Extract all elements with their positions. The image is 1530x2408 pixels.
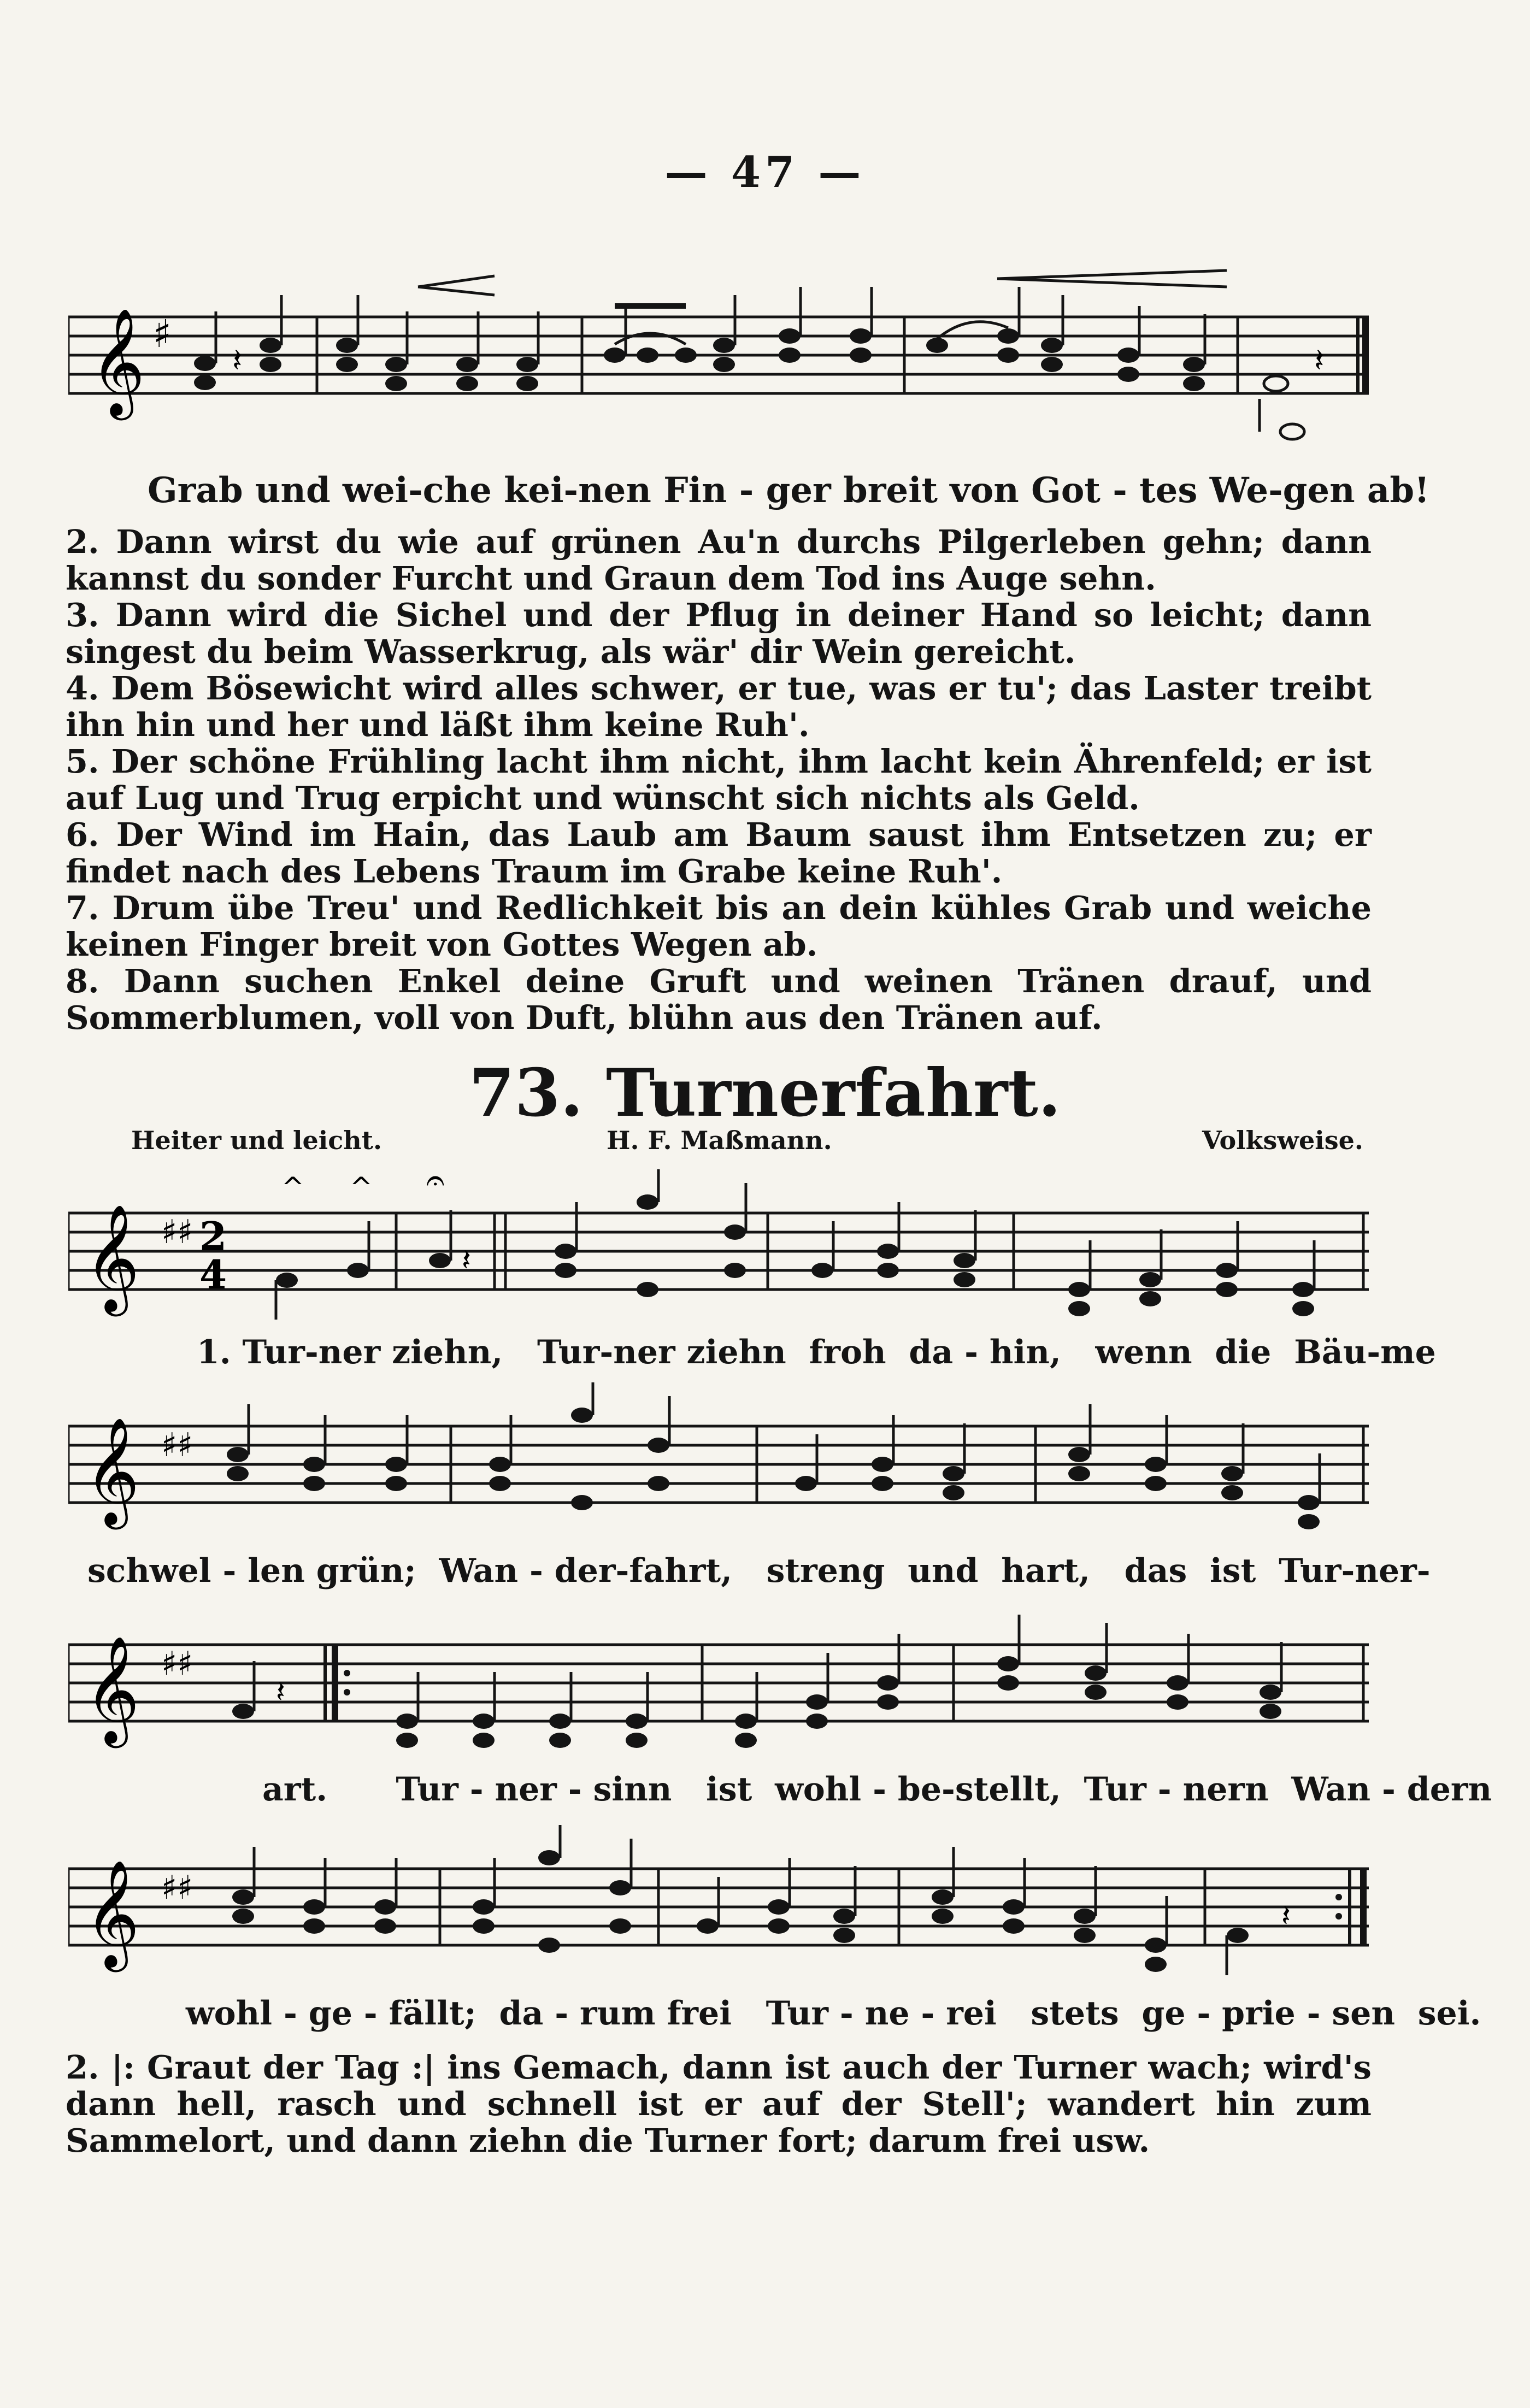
svg-text:♯: ♯ — [153, 311, 172, 356]
verse-5: 5. Der schöne Frühling lacht ihm nicht, ihm lacht kein Ährenfeld; er ist auf Lug und Trug erpicht und wünscht sich nichts als Geld. — [66, 743, 1372, 817]
svg-text:𝄽: 𝄽 — [1281, 1898, 1291, 1933]
music-staff-2 — [68, 1382, 1369, 1535]
verse-3: 3. Dann wird die Sichel und der Pflug in deiner Hand so leicht; dann singest du beim Wasserkrug, als wär' dir Wein gereicht. — [66, 596, 1372, 670]
staff-notation — [68, 262, 1369, 459]
staff-notation — [68, 1169, 1369, 1322]
music-staff-4 — [68, 1825, 1369, 1978]
svg-text:𝄞: 𝄞 — [85, 1859, 140, 1968]
music-staff-1 — [68, 1169, 1369, 1322]
svg-text:♯♯: ♯♯ — [161, 1869, 193, 1907]
song-title: 73. Turnerfahrt. — [469, 1055, 1061, 1132]
verse-6: 6. Der Wind im Hain, das Laub am Baum saust ihm Entsetzen zu; er findet nach des Lebens Traum im Grabe keine Ruh'. — [66, 816, 1372, 890]
staff-notation — [68, 1382, 1369, 1535]
svg-text:♯♯: ♯♯ — [161, 1213, 193, 1251]
svg-text:𝄐: 𝄐 — [426, 1169, 445, 1199]
time-signature-bottom: 4 — [199, 1251, 227, 1298]
staff-notation — [68, 1825, 1369, 1978]
verse-2-song73: 2. |: Graut der Tag :| ins Gemach, dann ist auch der Turner wach; wird's dann hell, rasch und schnell ist er auf der Stell'; wandert hin zum Sammelort, und dann ziehn die Turner fort; darum frei usw. — [66, 2048, 1372, 2159]
staff-notation — [68, 1601, 1369, 1754]
melody-source: Volksweise. — [1202, 1126, 1363, 1155]
svg-text:^: ^ — [350, 1171, 373, 1203]
svg-text:𝄞: 𝄞 — [85, 1635, 140, 1744]
page-number: — 47 — — [664, 148, 866, 197]
svg-text:𝄽: 𝄽 — [1314, 342, 1325, 380]
svg-text:𝄞: 𝄞 — [85, 1417, 140, 1525]
music-staff-3 — [68, 1601, 1369, 1754]
verse-4: 4. Dem Bösewicht wird alles schwer, er tue, was er tu'; das Laster treibt ihn hin und her und läßt ihm keine Ruh'. — [66, 669, 1372, 744]
svg-text:𝄽: 𝄽 — [232, 342, 243, 380]
verse-2: 2. Dann wirst du wie auf grünen Au'n durchs Pilgerleben gehn; dann kannst du sonder Furcht und Graun dem Tod ins Auge sehn. — [66, 523, 1372, 597]
lyric-line-2: schwel - len grün; Wan - der-fahrt, streng und hart, das ist Tur-ner- — [87, 1552, 1431, 1590]
lyric-line-song72-end: Grab und wei-che kei-nen Fin - ger breit von Got - tes We-gen ab! — [148, 470, 1430, 511]
svg-text:𝄞: 𝄞 — [90, 308, 145, 416]
lyric-line-4: wohl - ge - fällt; da - rum frei Tur - ne - rei stets ge - prie - sen sei. — [186, 1994, 1481, 2033]
lyric-line-3: art. Tur - ner - sinn ist wohl - be-stellt, Tur - nern Wan - dern — [262, 1770, 1492, 1809]
svg-text:𝄞: 𝄞 — [85, 1204, 140, 1312]
svg-text:^: ^ — [281, 1171, 304, 1203]
svg-text:𝄽: 𝄽 — [462, 1243, 471, 1277]
svg-text:♯♯: ♯♯ — [161, 1645, 193, 1683]
verse-block-song72 — [66, 523, 1372, 1036]
verse-8: 8. Dann suchen Enkel deine Gruft und weinen Tränen drauf, und Sommerblumen, voll von Duft, blühn aus den Tränen auf. — [66, 962, 1372, 1037]
lyric-line-1: 1. Tur-ner ziehn, Tur-ner ziehn froh da - hin, wenn die Bäu-me — [197, 1333, 1436, 1371]
svg-text:♯♯: ♯♯ — [161, 1426, 193, 1464]
tempo-marking: Heiter und leicht. — [131, 1126, 382, 1155]
time-signature-top: 2 — [199, 1213, 227, 1259]
music-staff-song72 — [68, 262, 1369, 459]
verse-7: 7. Drum übe Treu' und Redlichkeit bis an dein kühles Grab und weiche keinen Finger breit von Gottes Wegen ab. — [66, 889, 1372, 963]
lyricist: H. F. Maßmann. — [607, 1126, 832, 1155]
svg-text:𝄽: 𝄽 — [276, 1674, 285, 1709]
